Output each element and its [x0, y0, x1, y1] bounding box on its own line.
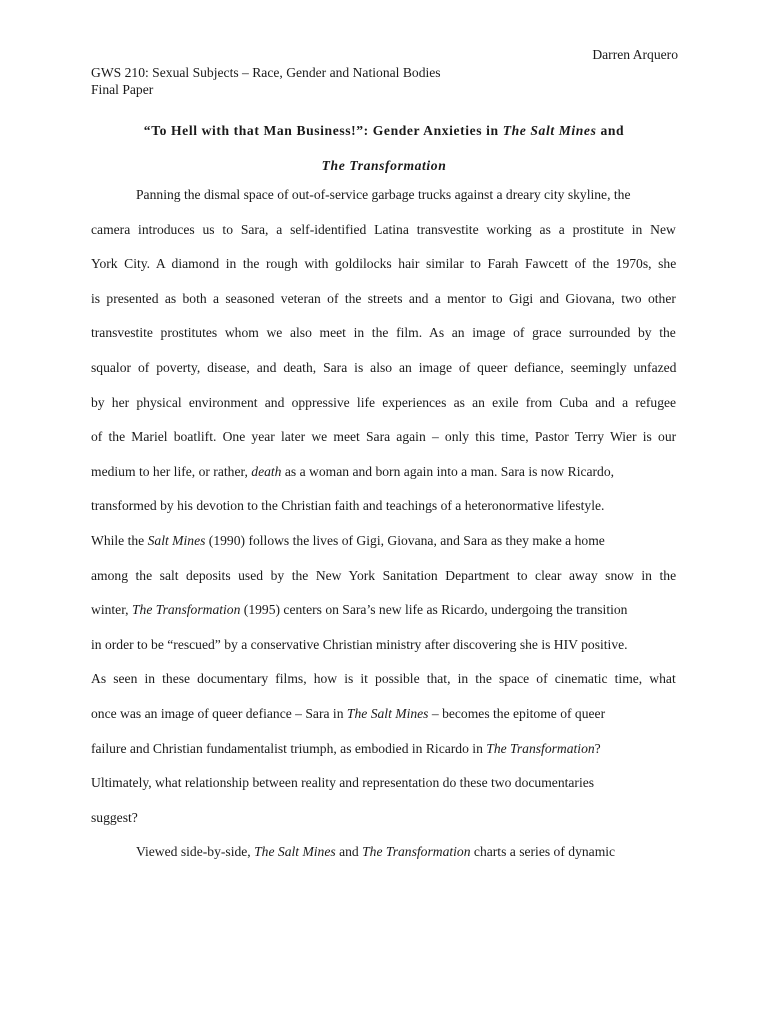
text-line — [91, 835, 676, 870]
film-title: The Transformation — [486, 740, 595, 756]
title-text: “To Hell with that Man Business!”: Gender Anxieties in — [143, 123, 503, 138]
title-line-1 — [40, 113, 728, 148]
film-title: The Salt Mines — [346, 705, 429, 721]
body-text — [91, 178, 676, 870]
text-line: among the salt deposits used by the New York Sanitation Department to clear away snow in the — [91, 567, 677, 583]
text-line: in order to be “rescued” by a conservative Christian ministry after discovering she is HIV positive. — [91, 636, 628, 652]
text-run: Viewed side-by-side, — [136, 844, 255, 860]
text-line — [91, 593, 676, 628]
text-run: While the — [91, 532, 148, 548]
text-run: winter, — [91, 602, 132, 618]
text-run: as a woman and born again into a man. Sara is now Ricardo, — [281, 463, 615, 479]
text-line: York City. A diamond in the rough with goldilocks hair similar to Farah Fawcett of the 1970s, she — [91, 256, 677, 272]
text-run: (1995) centers on Sara’s new life as Ricardo, undergoing the transition — [240, 602, 628, 618]
text-run: – becomes the epitome of queer — [428, 705, 606, 721]
assignment-label: Final Paper — [91, 82, 154, 97]
film-title: Salt Mines — [147, 532, 206, 548]
text-line: transformed by his devotion to the Christian faith and teachings of a heteronormative lifestyle. — [91, 498, 605, 514]
paper-title — [40, 113, 728, 183]
text-line: of the Mariel boatlift. One year later we meet Sara again – only this time, Pastor Terry Wier is our — [91, 429, 677, 445]
text-line: by her physical environment and oppressive life experiences as an exile from Cuba and a refugee — [91, 394, 677, 410]
text-line — [91, 697, 676, 732]
header-block — [91, 64, 441, 98]
text-line — [91, 732, 676, 767]
text-run: medium to her life, or rather, — [91, 463, 252, 479]
film-title: The Transformation — [131, 602, 241, 618]
title-film-2: The Transformation — [321, 158, 447, 173]
text-run: and — [335, 844, 363, 860]
text-run: failure and Christian fundamentalist triumph, as embodied in Ricardo in — [91, 740, 487, 756]
text-run: (1990) follows the lives of Gigi, Giovana, and Sara as they make a home — [205, 532, 605, 548]
text-line: Ultimately, what relationship between reality and representation do these two documentaries — [91, 775, 595, 791]
emphasis: death — [251, 463, 282, 479]
text-line: Panning the dismal space of out-of-service garbage trucks against a dreary city skyline, the — [136, 187, 631, 202]
text-line: squalor of poverty, disease, and death, Sara is also an image of queer defiance, seemingly unfazed — [91, 359, 677, 375]
title-film-1: The Salt Mines — [502, 123, 597, 138]
text-line: is presented as both a seasoned veteran of the streets and a mentor to Gigi and Giovana, two other — [91, 290, 676, 306]
film-title: The Salt Mines — [254, 844, 336, 860]
text-line: suggest? — [91, 809, 138, 825]
text-run: charts a series of dynamic — [470, 844, 616, 860]
text-line: As seen in these documentary films, how is it possible that, in the space of cinematic time, what — [91, 671, 676, 687]
text-line: camera introduces us to Sara, a self-identified Latina transvestite working as a prostitute in New — [91, 221, 676, 237]
text-line — [91, 455, 676, 490]
text-line — [91, 524, 676, 559]
author-name: Darren Arquero — [592, 47, 678, 62]
text-run: once was an image of queer defiance – Sara in — [91, 705, 347, 721]
title-conjunction: and — [596, 123, 625, 138]
text-run: ? — [594, 740, 601, 756]
course-title: GWS 210: Sexual Subjects – Race, Gender and National Bodies — [91, 65, 441, 80]
film-title: The Transformation — [362, 844, 471, 860]
text-line: transvestite prostitutes whom we also meet in the film. As an image of grace surrounded by the — [91, 325, 676, 341]
